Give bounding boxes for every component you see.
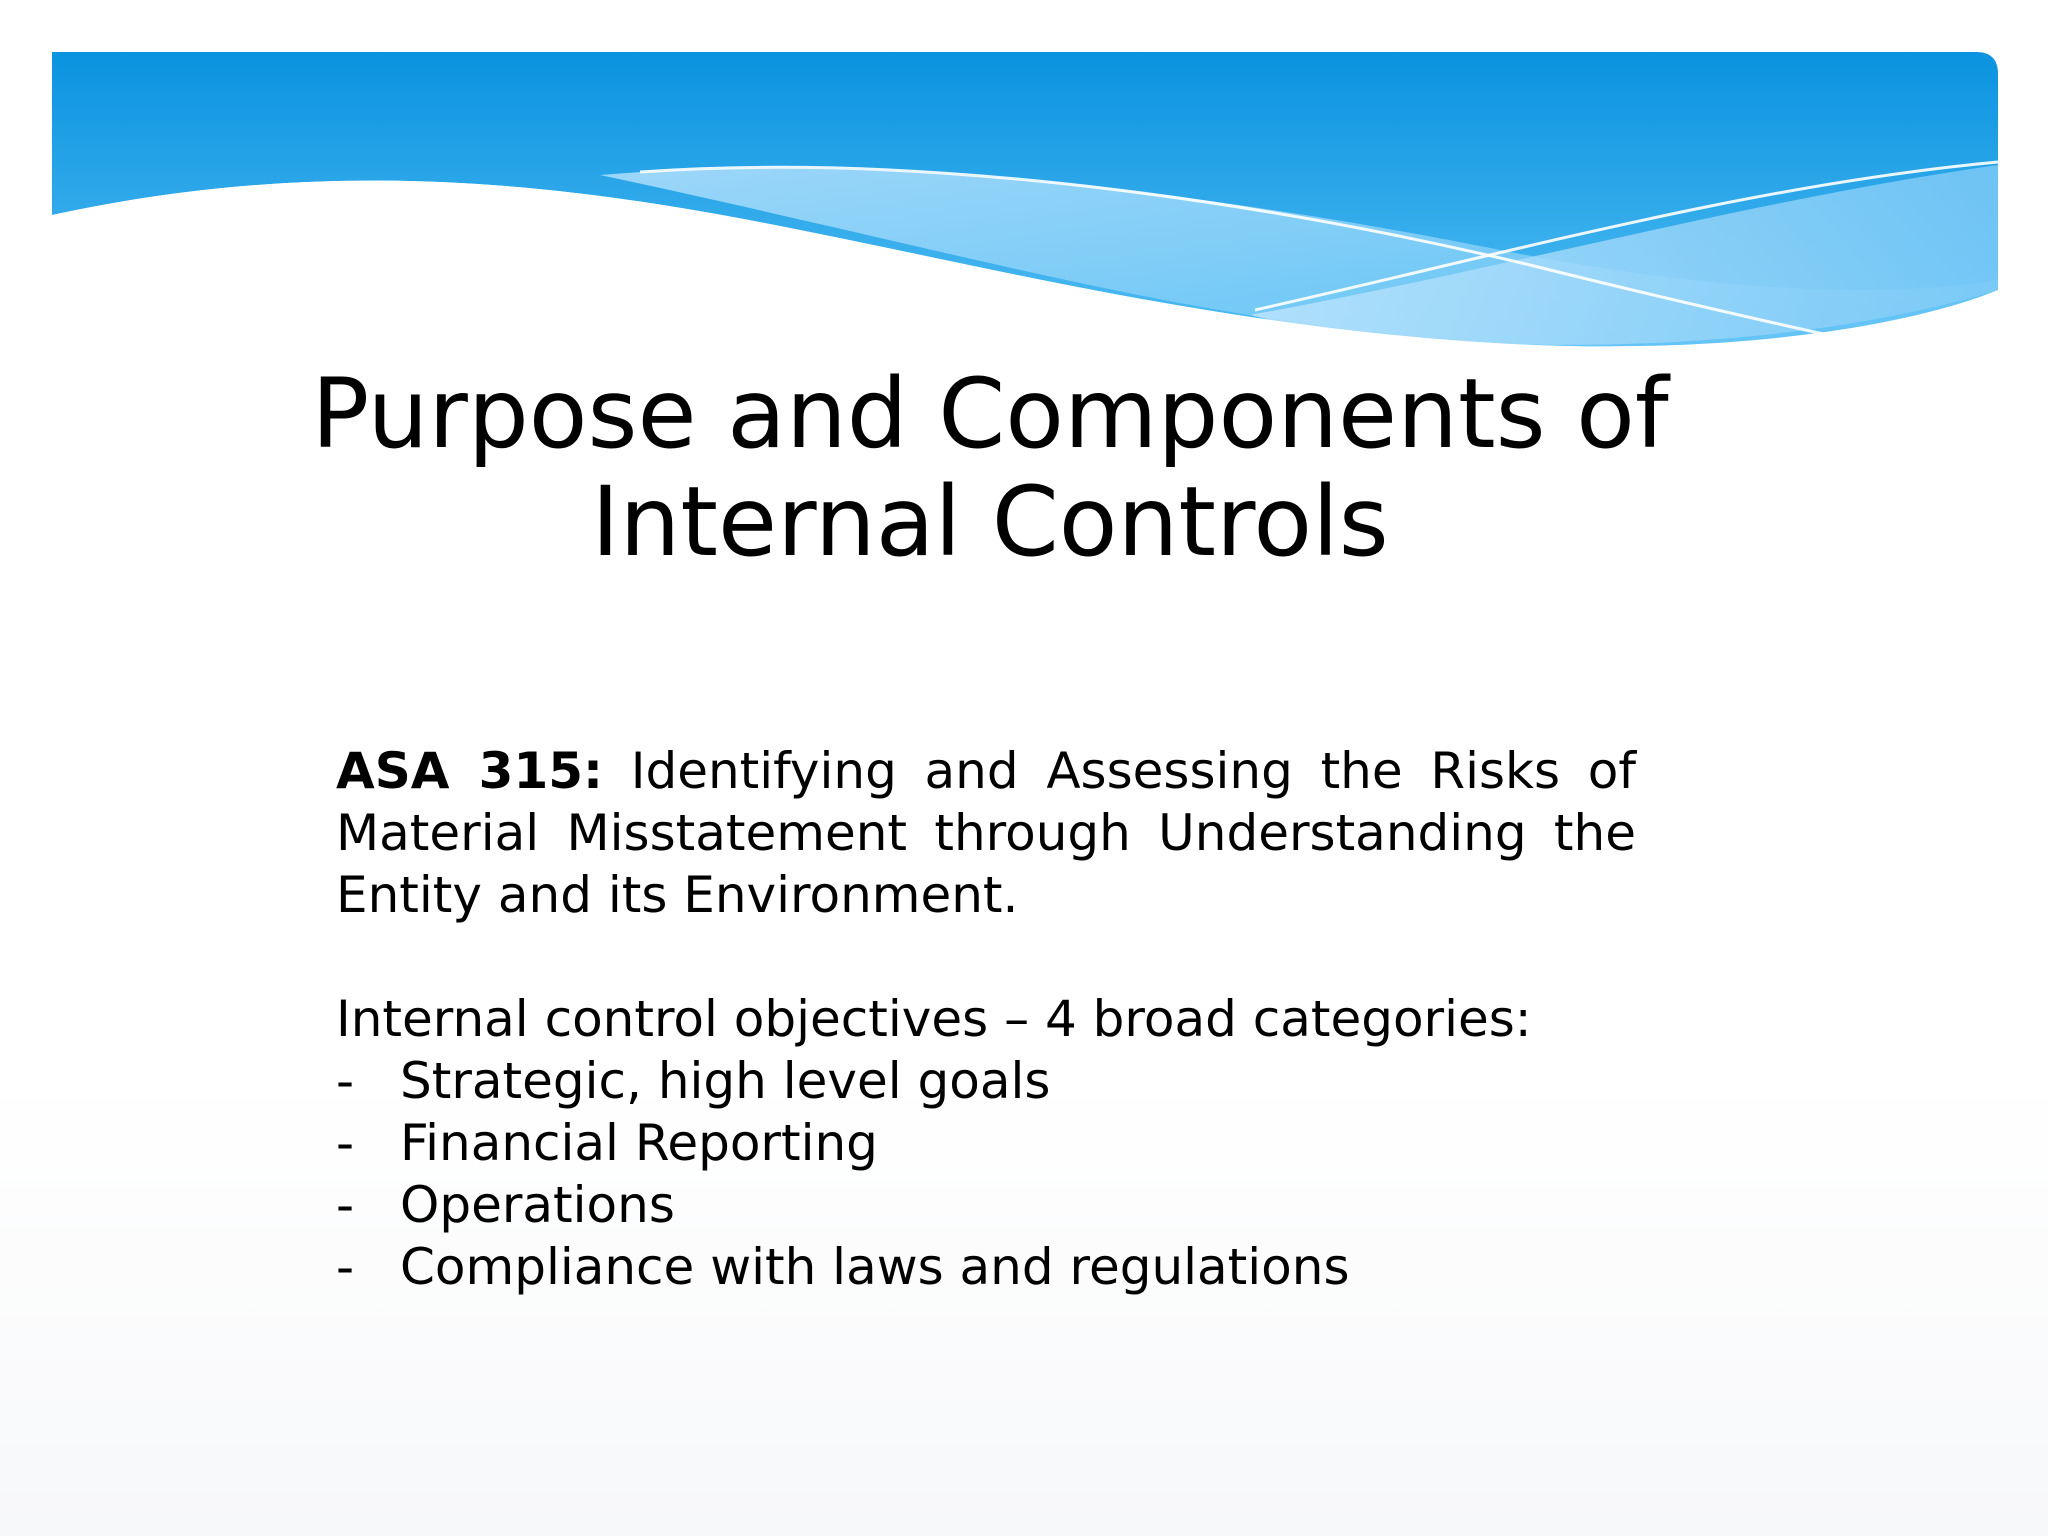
- slide-title-line-1: Purpose and Components of: [311, 358, 1669, 470]
- standard-description: Identifying and Assessing the Risks of Material Misstatement through Understanding the Entity and its Environment.: [336, 742, 1636, 924]
- objectives-heading: Internal control objectives – 4 broad categories:: [336, 990, 1532, 1048]
- standard-code: ASA 315:: [336, 742, 604, 800]
- bullet-dash: -: [336, 1052, 355, 1110]
- standard-paragraph: [336, 740, 1636, 926]
- bullet-dash: -: [336, 1238, 355, 1296]
- slide-body: [336, 740, 1636, 1298]
- bullet-dash: -: [336, 1176, 355, 1234]
- slide-title: [240, 360, 1740, 576]
- objective-text: Operations: [400, 1176, 675, 1234]
- bullet-dash: -: [336, 1114, 355, 1172]
- slide-title-line-2: Internal Controls: [591, 466, 1389, 578]
- objectives-list: [336, 1050, 1636, 1298]
- objective-text: Financial Reporting: [400, 1114, 878, 1172]
- list-item: [336, 1112, 1636, 1174]
- list-item: [336, 1050, 1636, 1112]
- objective-text: Compliance with laws and regulations: [400, 1238, 1350, 1296]
- wave-banner-decoration: [0, 0, 2048, 400]
- objective-text: Strategic, high level goals: [400, 1052, 1051, 1110]
- list-item: [336, 1174, 1636, 1236]
- list-item: [336, 1236, 1636, 1298]
